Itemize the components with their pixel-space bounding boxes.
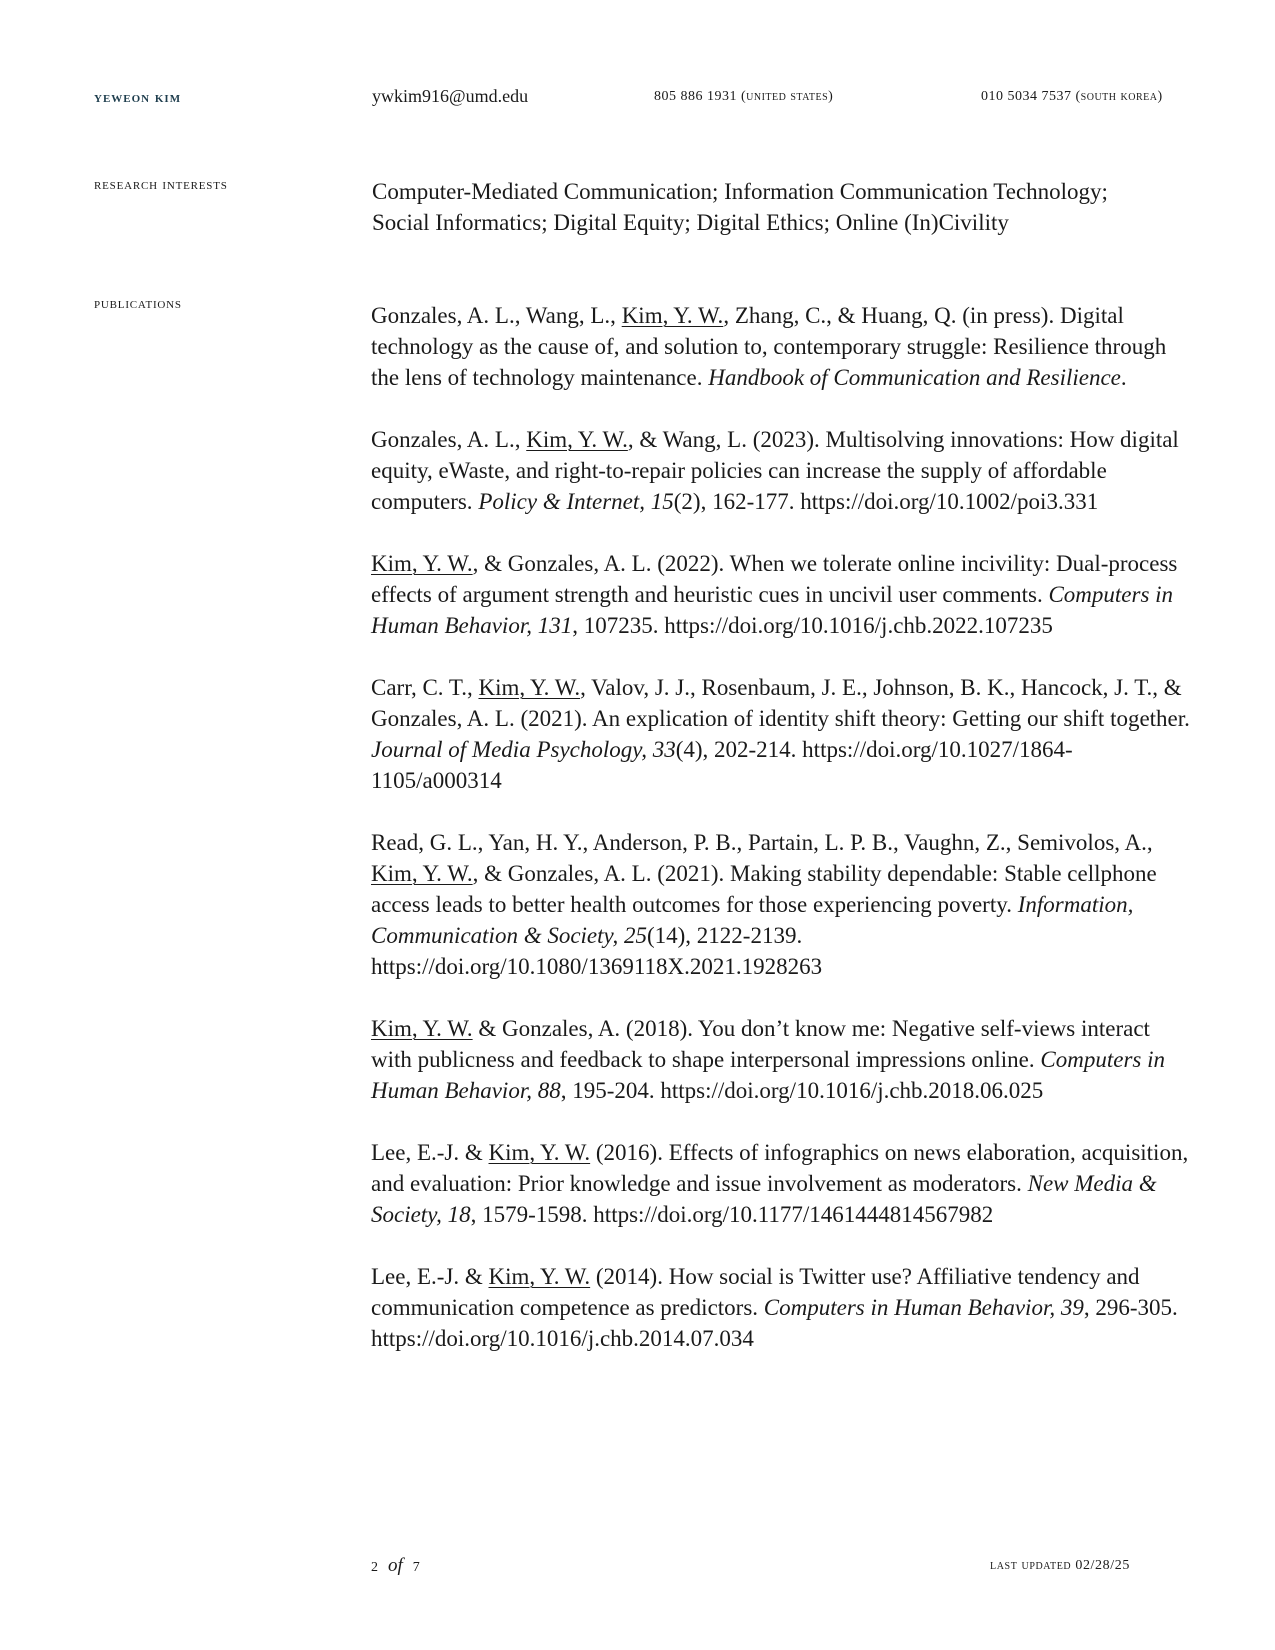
author-name: yeweon kim <box>94 90 182 106</box>
pub-authors: Gonzales, A. L., Wang, L., <box>371 303 622 328</box>
pub-venue: New Media & Society, 18 <box>371 1171 1157 1227</box>
pub-title: (2016). Effects of infographics on news elaboration, acquisition, and evaluation: Prior knowledge and issue involvement as moderators. <box>371 1140 1189 1196</box>
pub-details[interactable]: (14), 2122-2139. https://doi.org/10.1080/1369118X.2021.1928263 <box>371 923 823 979</box>
self-author: Kim, Y. W. <box>478 675 581 700</box>
publications-label: publications <box>94 296 182 312</box>
self-author: Kim, Y. W. <box>621 303 724 328</box>
self-author: Kim, Y. W. <box>371 1016 473 1041</box>
pub-title: , & Gonzales, A. L. (2022). When we tolerate online incivility: Dual-process effects of argument strength and heuristic cues in uncivil user comments. <box>371 551 1178 607</box>
publication-entry <box>371 548 1191 641</box>
page-of: of <box>388 1555 403 1576</box>
publication-entry <box>371 1013 1191 1106</box>
page-number <box>371 1555 420 1577</box>
publication-entry <box>371 1137 1191 1230</box>
phone-korea: 010 5034 7537 (south korea) <box>981 89 1163 104</box>
pub-title: (2014). How social is Twitter use? Affiliative tendency and communication competence as predictors. <box>371 1264 1140 1320</box>
last-updated: last updated 02/28/25 <box>990 1558 1130 1573</box>
publication-entry <box>371 424 1191 517</box>
pub-details[interactable]: (2), 162-177. https://doi.org/10.1002/poi3.331 <box>673 489 1099 514</box>
pub-details[interactable]: , 296-305. https://doi.org/10.1016/j.chb.2014.07.034 <box>371 1295 1178 1351</box>
publication-entry <box>371 300 1191 393</box>
pub-venue: Information, Communication & Society, 25 <box>371 892 1134 948</box>
page-total: 7 <box>412 1560 420 1575</box>
pub-details[interactable]: , 107235. https://doi.org/10.1016/j.chb.2022.107235 <box>572 613 1053 638</box>
pub-venue: Handbook of Communication and Resilience <box>708 365 1121 390</box>
publication-entry <box>371 1261 1191 1354</box>
self-author: Kim, Y. W. <box>371 861 473 886</box>
pub-title: , Valov, J. J., Rosenbaum, J. E., Johnson, B. K., Hancock, J. T., & Gonzales, A. L. (2021). An explication of identity shift theory: Getting our shift together. <box>371 675 1190 731</box>
pub-details[interactable]: , 1579-1598. https://doi.org/10.1177/1461444814567982 <box>470 1202 994 1227</box>
research-interests-text <box>372 176 1182 238</box>
pub-venue: Computers in Human Behavior, 131 <box>371 582 1174 638</box>
pub-venue: Computers in Human Behavior, 88 <box>371 1047 1165 1103</box>
pub-details: . <box>1120 365 1127 390</box>
pub-authors: Carr, C. T., <box>371 675 479 700</box>
email-link[interactable]: ywkim916@umd.edu <box>372 86 529 106</box>
self-author: Kim, Y. W. <box>488 1264 591 1289</box>
publication-entry <box>371 672 1191 796</box>
pub-title: , Zhang, C., & Huang, Q. (in press). Digital technology as the cause of, and solution to, contemporary struggle: Resilience through the lens of technology maintenance. <box>371 303 1167 390</box>
publications-list <box>371 300 1191 1385</box>
research-interests-label: research interests <box>94 177 228 193</box>
pub-authors: Gonzales, A. L., <box>371 427 527 452</box>
pub-venue: Journal of Media Psychology, 33 <box>371 737 676 762</box>
pub-venue: Policy & Internet, 15 <box>478 489 674 514</box>
research-interests-line: Social Informatics; Digital Equity; Digital Ethics; Online (In)Civility <box>372 210 1009 235</box>
self-author: Kim, Y. W. <box>371 551 473 576</box>
pub-authors: Lee, E.-J. & <box>371 1140 489 1165</box>
pub-details[interactable]: , 195-204. https://doi.org/10.1016/j.chb.2018.06.025 <box>560 1078 1044 1103</box>
pub-authors: Read, G. L., Yan, H. Y., Anderson, P. B., Partain, L. P. B., Vaughn, Z., Semivolos, A., <box>371 830 1153 855</box>
publication-entry <box>371 827 1191 982</box>
pub-venue: Computers in Human Behavior, 39 <box>763 1295 1084 1320</box>
self-author: Kim, Y. W. <box>526 427 628 452</box>
self-author: Kim, Y. W. <box>488 1140 591 1165</box>
page-current: 2 <box>371 1560 378 1575</box>
research-interests-line: Computer-Mediated Communication; Information Communication Technology; <box>372 179 1108 204</box>
page-header <box>94 86 1194 116</box>
pub-title: , & Gonzales, A. L. (2021). Making stability dependable: Stable cellphone access leads to better health outcomes for those experiencing poverty. <box>371 861 1157 917</box>
pub-title: & Gonzales, A. (2018). You don’t know me: Negative self-views interact with publicness and feedback to shape interpersonal impressions online. <box>371 1016 1150 1072</box>
pub-details[interactable]: (4), 202-214. https://doi.org/10.1027/1864-1105/a000314 <box>371 737 1073 793</box>
pub-authors: Lee, E.-J. & <box>371 1264 489 1289</box>
pub-title: , & Wang, L. (2023). Multisolving innovations: How digital equity, eWaste, and right-to-repair policies can increase the supply of affordable computers. <box>371 427 1179 514</box>
phone-us: 805 886 1931 (united states) <box>654 89 834 104</box>
